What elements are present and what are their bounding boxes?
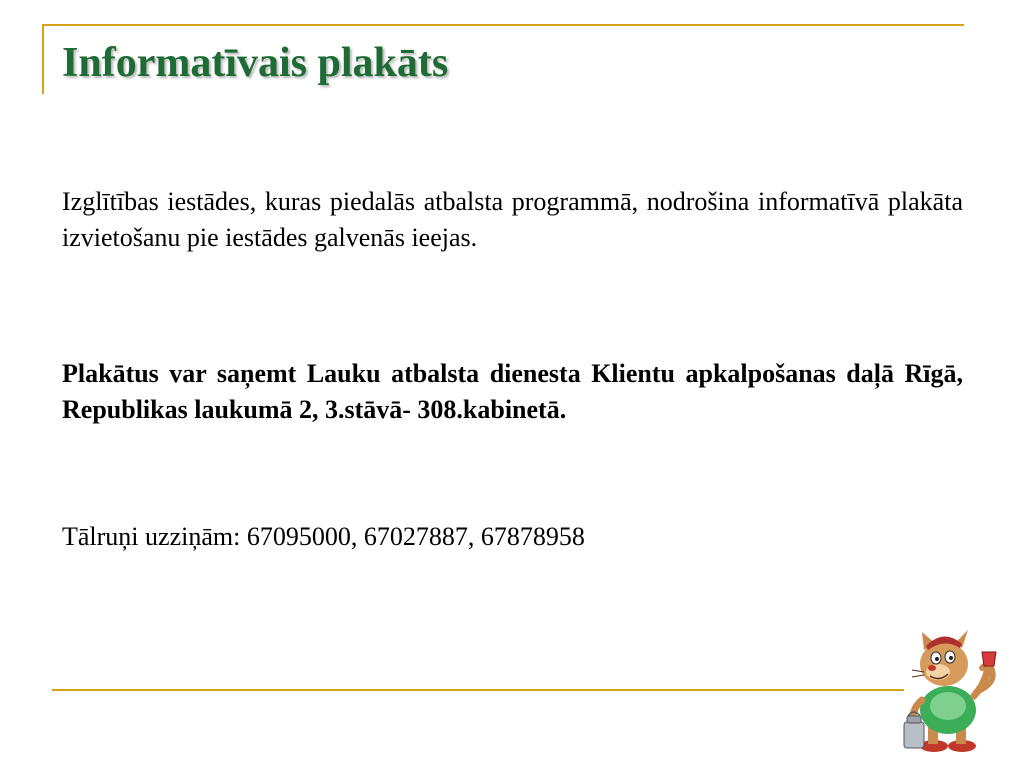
paragraph-pickup-location: Plakātus var saņemt Lauku atbalsta dienesta Klientu apkalpošanas daļā Rīgā, Republikas laukumā 2, 3.stāvā- 308.kabinetā. xyxy=(62,359,963,424)
slide-title: Informatīvais plakāts xyxy=(62,40,449,86)
cat-mascot-icon xyxy=(896,622,1006,756)
left-accent-bar xyxy=(42,24,44,94)
bottom-divider xyxy=(52,689,904,691)
paragraph-display-requirement: Izglītības iestādes, kuras piedalās atbalsta programmā, nodrošina informatīvā plakāta izvietošanu pie iestādes galvenās ieejas. xyxy=(62,187,963,252)
paragraph-phone-numbers: Tālruņi uzziņām: 67095000, 67027887, 67878958 xyxy=(62,522,585,551)
top-divider xyxy=(42,24,964,26)
